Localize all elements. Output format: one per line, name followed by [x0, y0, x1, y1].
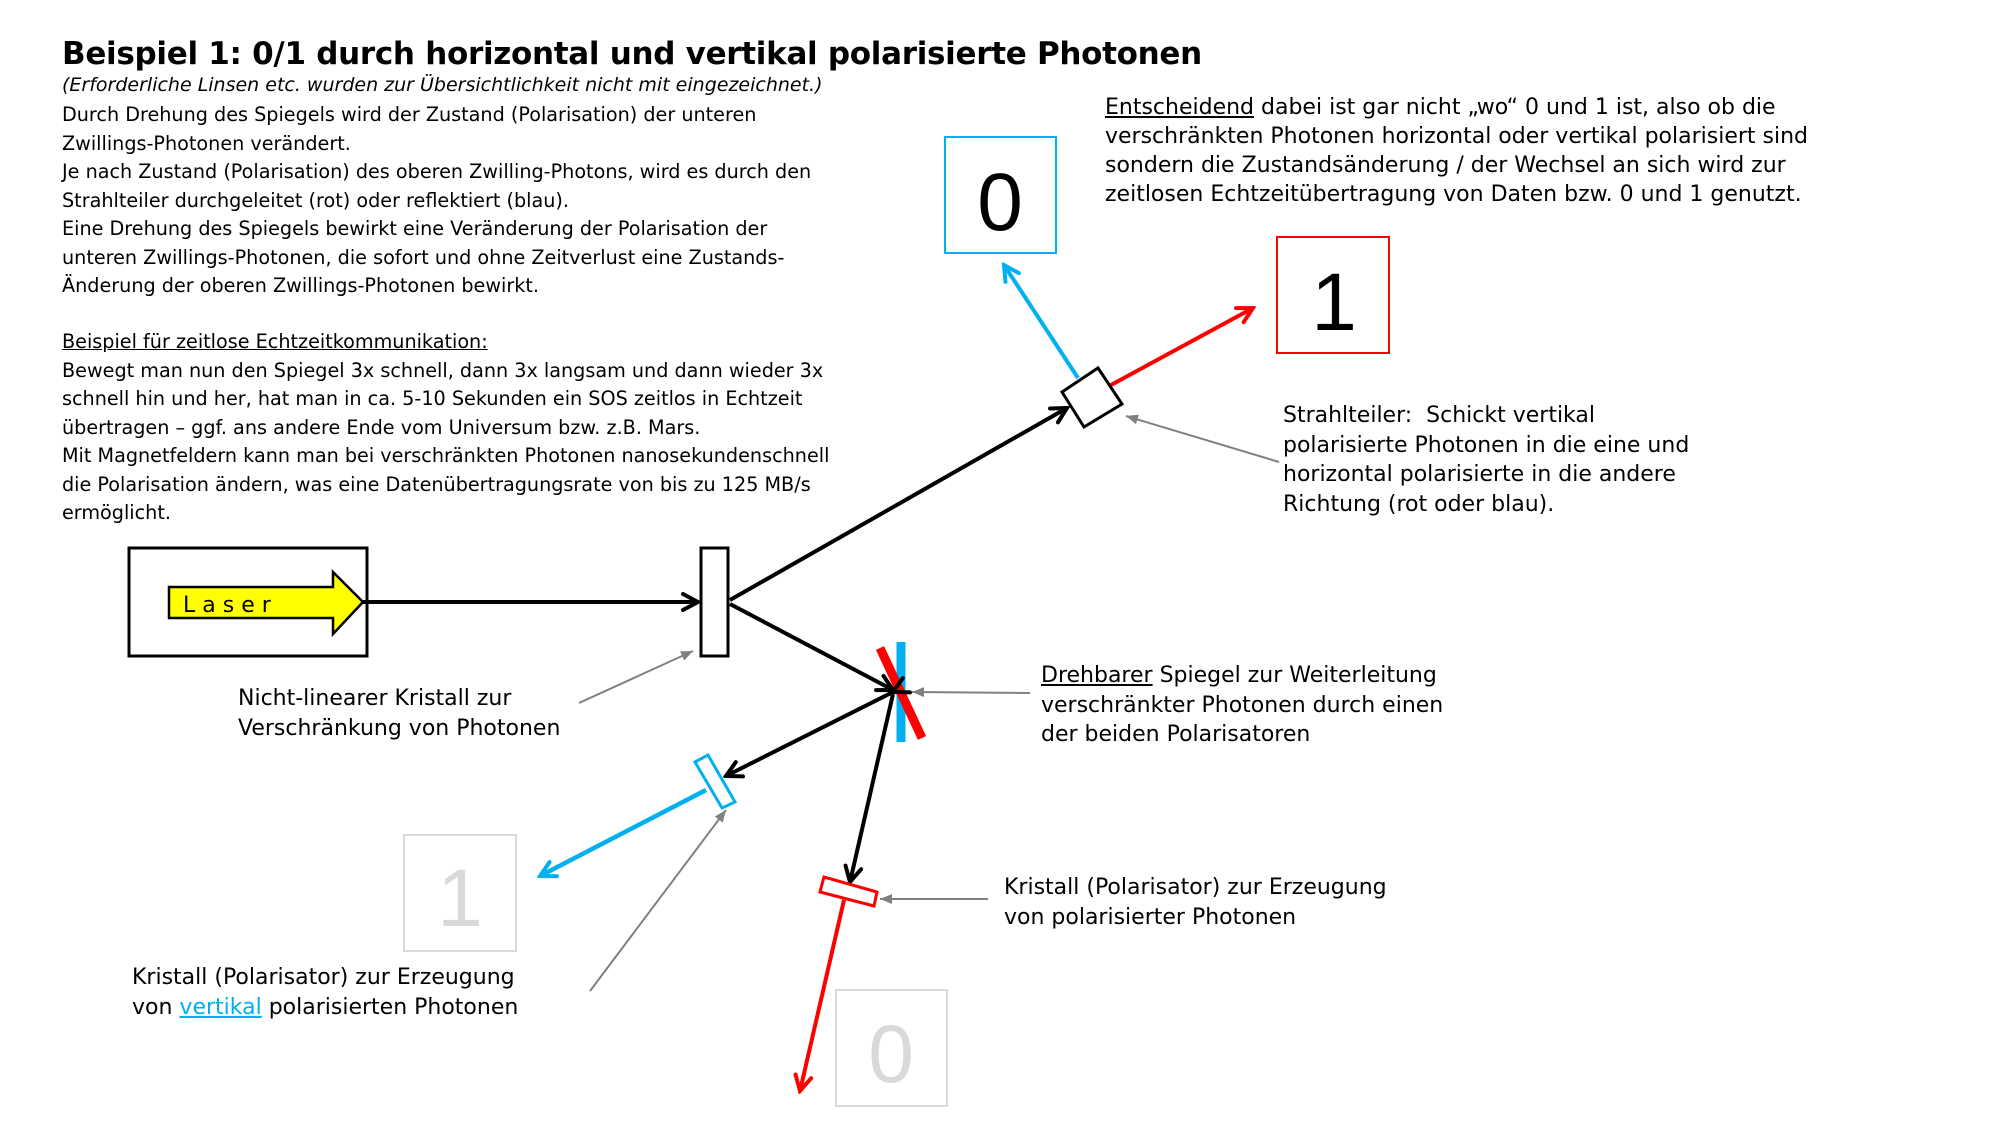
label-line — [132, 993, 518, 1023]
label-line: horizontal polarisierte in die andere — [1283, 462, 1676, 487]
output-digit-bottom-1: 1 — [437, 853, 483, 944]
label-line: polarisierte Photonen in die eine und — [1283, 432, 1690, 458]
label-text: von — [132, 994, 180, 1020]
example-paragraph — [62, 328, 829, 528]
note-line-rest: dabei ist gar nicht „wo“ 0 und 1 ist, also ob die — [1254, 95, 1776, 120]
example-line: schnell hin und her, hat man in ca. 5-10 Sekunden ein SOS zeitlos in Echtzeit — [62, 387, 803, 410]
label-line: Richtung (rot oder blau). — [1283, 491, 1555, 517]
pointer-rotatable-mirror — [912, 692, 1030, 693]
blue-polarizer — [695, 755, 735, 808]
intro-line: Änderung der oberen Zwillings-Photonen bewirkt. — [62, 274, 539, 297]
output-digit-top-0: 0 — [977, 157, 1023, 248]
beam-splitter-transmitted-red — [1111, 308, 1253, 385]
page-title: Beispiel 1: 0/1 durch horizontal und vertikal polarisierte Photonen — [62, 36, 1202, 72]
intro-line: Strahlteiler durchgeleitet (rot) oder reflektiert (blau). — [62, 188, 569, 212]
beam-splitter-reflected-blue — [1004, 265, 1078, 378]
label-emphasis: Drehbarer — [1041, 663, 1153, 688]
output-digit-top-1: 1 — [1311, 257, 1357, 348]
example-heading: Beispiel für zeitlose Echtzeitkommunikation: — [62, 330, 488, 353]
example-line: übertragen – ggf. ans andere Ende vom Universum bzw. z.B. Mars. — [62, 415, 701, 439]
red-polarizer-label — [1004, 873, 1387, 932]
example-line: Mit Magnetfeldern kann man bei verschränkten Photonen nanosekundenschnell — [62, 444, 830, 467]
intro-line: unteren Zwillings-Photonen, die sofort und ohne Zeitverlust eine Zustands- — [62, 245, 785, 269]
label-line: verschränkter Photonen durch einen — [1041, 692, 1444, 718]
note-line: sondern die Zustandsänderung / der Wechsel an sich wird zur — [1105, 153, 1786, 178]
label-line: Verschränkung von Photonen — [238, 715, 561, 741]
intro-paragraph — [62, 101, 811, 301]
label-line: Nicht-linearer Kristall zur — [238, 686, 512, 711]
rotatable-mirror-label — [1041, 661, 1443, 750]
blue-polarizer-label — [132, 963, 518, 1022]
label-line: der beiden Polarisatoren — [1041, 722, 1311, 747]
nonlinear-crystal-label — [238, 684, 560, 743]
beam-blue-output — [540, 790, 706, 876]
example-line: Bewegt man nun den Spiegel 3x schnell, dann 3x langsam und dann wieder 3x — [62, 358, 824, 382]
highlight-word-vertikal: vertikal — [179, 994, 262, 1020]
label-line: Kristall (Polarisator) zur Erzeugung — [132, 965, 515, 990]
label-line: Strahlteiler: Schickt vertikal — [1283, 403, 1596, 428]
output-digit-bottom-0: 0 — [868, 1009, 914, 1100]
intro-line: Eine Drehung des Spiegels bewirkt eine Veränderung der Polarisation der — [62, 217, 768, 240]
beam-splitter — [1062, 368, 1122, 427]
top-right-note — [1105, 93, 1808, 209]
laser-label: Laser — [183, 593, 278, 618]
note-line — [1105, 93, 1808, 122]
beam-mirror-to-blue-polarizer — [726, 692, 893, 776]
beam-crystal-to-mirror — [730, 604, 893, 690]
nonlinear-crystal — [701, 548, 728, 656]
note-line: zeitlosen Echtzeitübertragung von Daten bzw. 0 und 1 genutzt. — [1105, 182, 1802, 207]
note-line: verschränkten Photonen horizontal oder vertikal polarisiert sind — [1105, 124, 1809, 149]
example-line: ermöglicht. — [62, 501, 171, 524]
intro-line: Zwillings-Photonen verändert. — [62, 131, 351, 155]
example-line: die Polarisation ändern, was eine Datenübertragungsrate von bis zu 125 MB/s — [62, 472, 811, 496]
intro-line: Je nach Zustand (Polarisation) des oberen Zwilling-Photons, wird es durch den — [62, 160, 812, 183]
label-line-rest: Spiegel zur Weiterleitung — [1152, 663, 1437, 688]
page-subtitle: (Erforderliche Linsen etc. wurden zur Übersichtlichkeit nicht mit eingezeichnet.) — [62, 74, 823, 96]
pointer-beam-splitter — [1126, 416, 1279, 462]
label-line: Kristall (Polarisator) zur Erzeugung — [1004, 875, 1387, 900]
label-text: polarisierten Photonen — [261, 994, 519, 1020]
beam-splitter-label — [1283, 401, 1689, 519]
pointer-nonlinear-crystal — [579, 651, 693, 703]
label-line: von polarisierter Photonen — [1004, 904, 1297, 930]
intro-line: Durch Drehung des Spiegels wird der Zustand (Polarisation) der unteren — [62, 103, 757, 126]
label-line — [1041, 661, 1443, 691]
note-emphasis: Entscheidend — [1105, 95, 1255, 120]
beam-mirror-to-red-polarizer — [850, 694, 893, 882]
